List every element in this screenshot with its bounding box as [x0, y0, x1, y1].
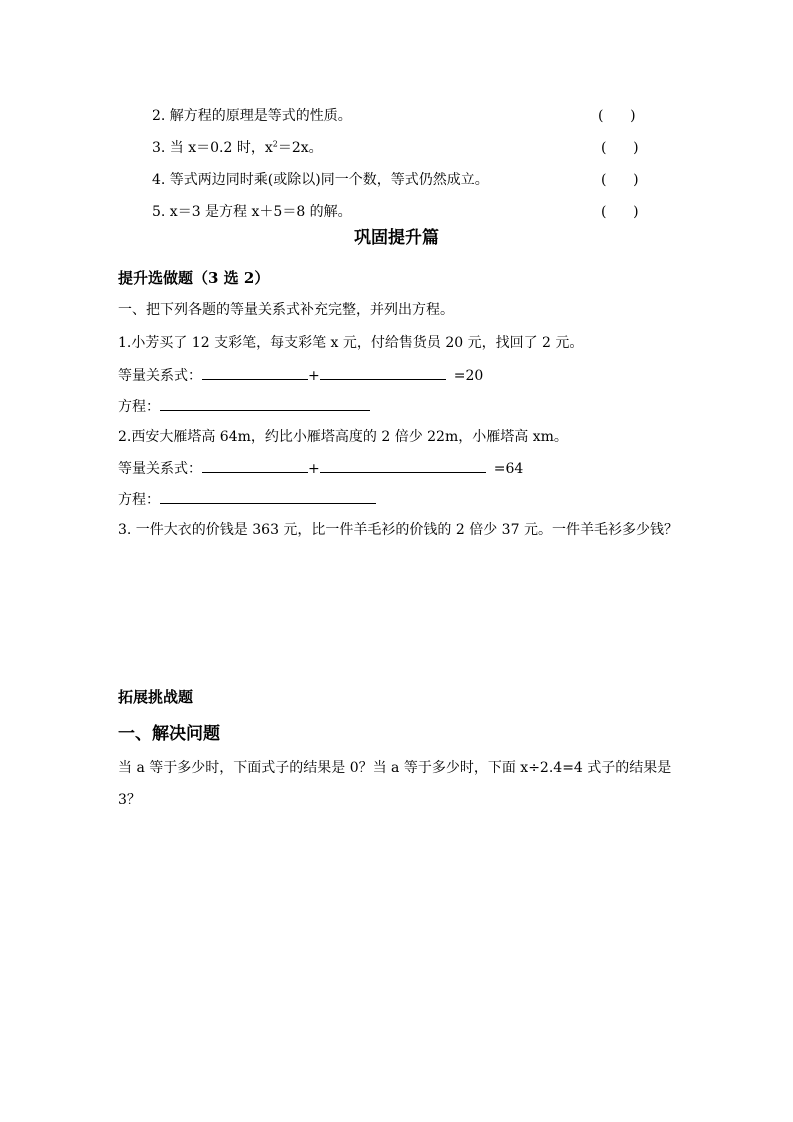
relation-blank-1[interactable] [202, 364, 308, 380]
equation-label: 方程： [118, 492, 160, 508]
answer-paren[interactable]: ( ) [601, 204, 639, 220]
answer-paren[interactable]: ( ) [601, 172, 639, 188]
section-title: 巩固提升篇 [354, 228, 439, 248]
relation-result: =64 [493, 461, 524, 477]
judge-item-text: 2. 解方程的原理是等式的性质。 [152, 108, 352, 124]
relation-label: 等量关系式： [118, 461, 202, 477]
question-2-equation [118, 488, 376, 511]
judge-item-text: 4. 等式两边同时乘(或除以)同一个数，等式仍然成立。 [152, 172, 489, 188]
equation-blank[interactable] [160, 488, 376, 504]
judge-item-3 [152, 137, 652, 159]
expand-sub-heading: 一、解决问题 [118, 724, 220, 744]
equation-blank[interactable] [160, 395, 370, 411]
judge-item-text [152, 137, 323, 159]
answer-paren[interactable]: ( ) [601, 140, 639, 156]
judge-item-text-post: ＝2x。 [277, 140, 323, 156]
improve-heading: 提升选做题（3 选 2） [118, 269, 270, 287]
question-3-text: 3. 一件大衣的价钱是 363 元，比一件羊毛衫的价钱的 2 倍少 37 元。一件羊毛衫多少钱？ [118, 522, 678, 538]
plus-sign: + [308, 368, 320, 384]
relation-blank-2[interactable] [320, 364, 446, 380]
expand-heading: 拓展挑战题 [118, 688, 194, 706]
judge-item-2 [152, 105, 652, 127]
judge-item-text: 5. x＝3 是方程 x＋5＝8 的解。 [152, 204, 352, 220]
question-2-text: 2.西安大雁塔高 64m，约比小雁塔高度的 2 倍少 22m，小雁塔高 xm。 [118, 429, 568, 445]
judge-item-4 [152, 169, 652, 191]
question-1-text: 1.小芳买了 12 支彩笔，每支彩笔 x 元，付给售货员 20 元，找回了 2 元。 [118, 335, 584, 351]
relation-blank-2[interactable] [320, 457, 486, 473]
plus-sign: + [308, 461, 320, 477]
question-1-equation [118, 395, 370, 418]
superscript-exponent: 2 [272, 139, 278, 149]
relation-result: =20 [453, 368, 484, 384]
equation-label: 方程： [118, 399, 160, 415]
judge-item-5 [152, 201, 652, 223]
question-1-relation [118, 364, 483, 387]
answer-paren[interactable]: ( ) [598, 108, 636, 124]
question-2-relation [118, 457, 523, 480]
judge-item-text-pre: 3. 当 x＝0.2 时，x [152, 140, 273, 156]
improve-instruction: 一、把下列各题的等量关系式补充完整，并列出方程。 [118, 302, 454, 318]
relation-blank-1[interactable] [202, 457, 308, 473]
expand-question-text: 当 a 等于多少时，下面式子的结果是 0？当 a 等于多少时，下面 x÷2.4=4 式子的结果是 3？ [118, 760, 672, 808]
relation-label: 等量关系式： [118, 368, 202, 384]
